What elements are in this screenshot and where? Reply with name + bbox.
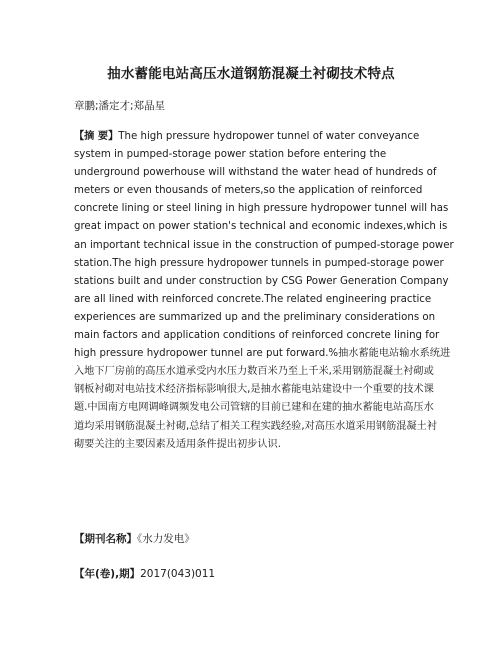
abstract-line: station.The high pressure hydropower tunnels in pumped-storage power <box>74 257 444 269</box>
abstract-line: concrete lining or steel lining in high pressure hydropower tunnel will has <box>74 203 449 215</box>
abstract-line: 砌要关注的主要因素及适用条件提出初步认识. <box>74 438 281 450</box>
paper-authors: 章鹏;潘定才;郑晶星 <box>74 100 166 112</box>
abstract-section <box>74 128 454 454</box>
year-volume-issue-label: 【年(卷),期】 <box>74 568 141 580</box>
abstract-line: 入地下厂房前的高压水道承受内水压力数百米乃至上千米,采用钢筋混凝土衬砌或 <box>74 366 434 378</box>
abstract-line: 道均采用钢筋混凝土衬砌,总结了相关工程实践经验,对高压水道采用钢筋混凝土衬 <box>74 420 438 432</box>
abstract-line: great impact on power station's technical and economic indexes,which is <box>74 221 448 233</box>
abstract-line: underground powerhouse will withstand the water head of hundreds of <box>74 167 437 179</box>
abstract-line: experiences are summarized up and the preliminary considerations on <box>74 311 436 323</box>
abstract-label: 【摘 要】 <box>74 131 119 142</box>
journal-name-value: 《水力发电》 <box>137 533 195 545</box>
abstract-line: are all lined with reinforced concrete.The related engineering practice <box>74 293 432 305</box>
abstract-line: high pressure hydropower tunnel are put forward.%抽水蓄能电站输水系统进 <box>74 348 451 360</box>
abstract-line: 题.中国南方电网调峰调频发电公司管辖的目前已建和在建的抽水蓄能电站高压水 <box>74 402 434 414</box>
year-volume-issue-value: 2017(043)011 <box>140 568 216 580</box>
year-volume-issue-field <box>74 566 215 581</box>
journal-name-label: 【期刊名称】 <box>74 533 137 545</box>
abstract-line: main factors and application conditions of reinforced concrete lining for <box>74 330 440 342</box>
abstract-text: The high pressure hydropower tunnel of water conveyance <box>118 131 420 142</box>
abstract-line: stations built and under construction by CSG Power Generation Company <box>74 275 449 287</box>
abstract-line: 钢板衬砌对电站技术经济指标影响很大,是抽水蓄能电站建设中一个重要的技术课 <box>74 384 434 396</box>
paper-title: 抽水蓄能电站高压水道钢筋混凝土衬砌技术特点 <box>107 66 395 82</box>
journal-name-field <box>74 531 195 546</box>
abstract-line: meters or even thousands of meters,so the application of reinforced <box>74 185 423 197</box>
abstract-line <box>74 128 430 146</box>
abstract-line: an important technical issue in the construction of pumped-storage power <box>74 239 454 251</box>
abstract-line: system in pumped-storage power station before entering the <box>74 149 387 161</box>
